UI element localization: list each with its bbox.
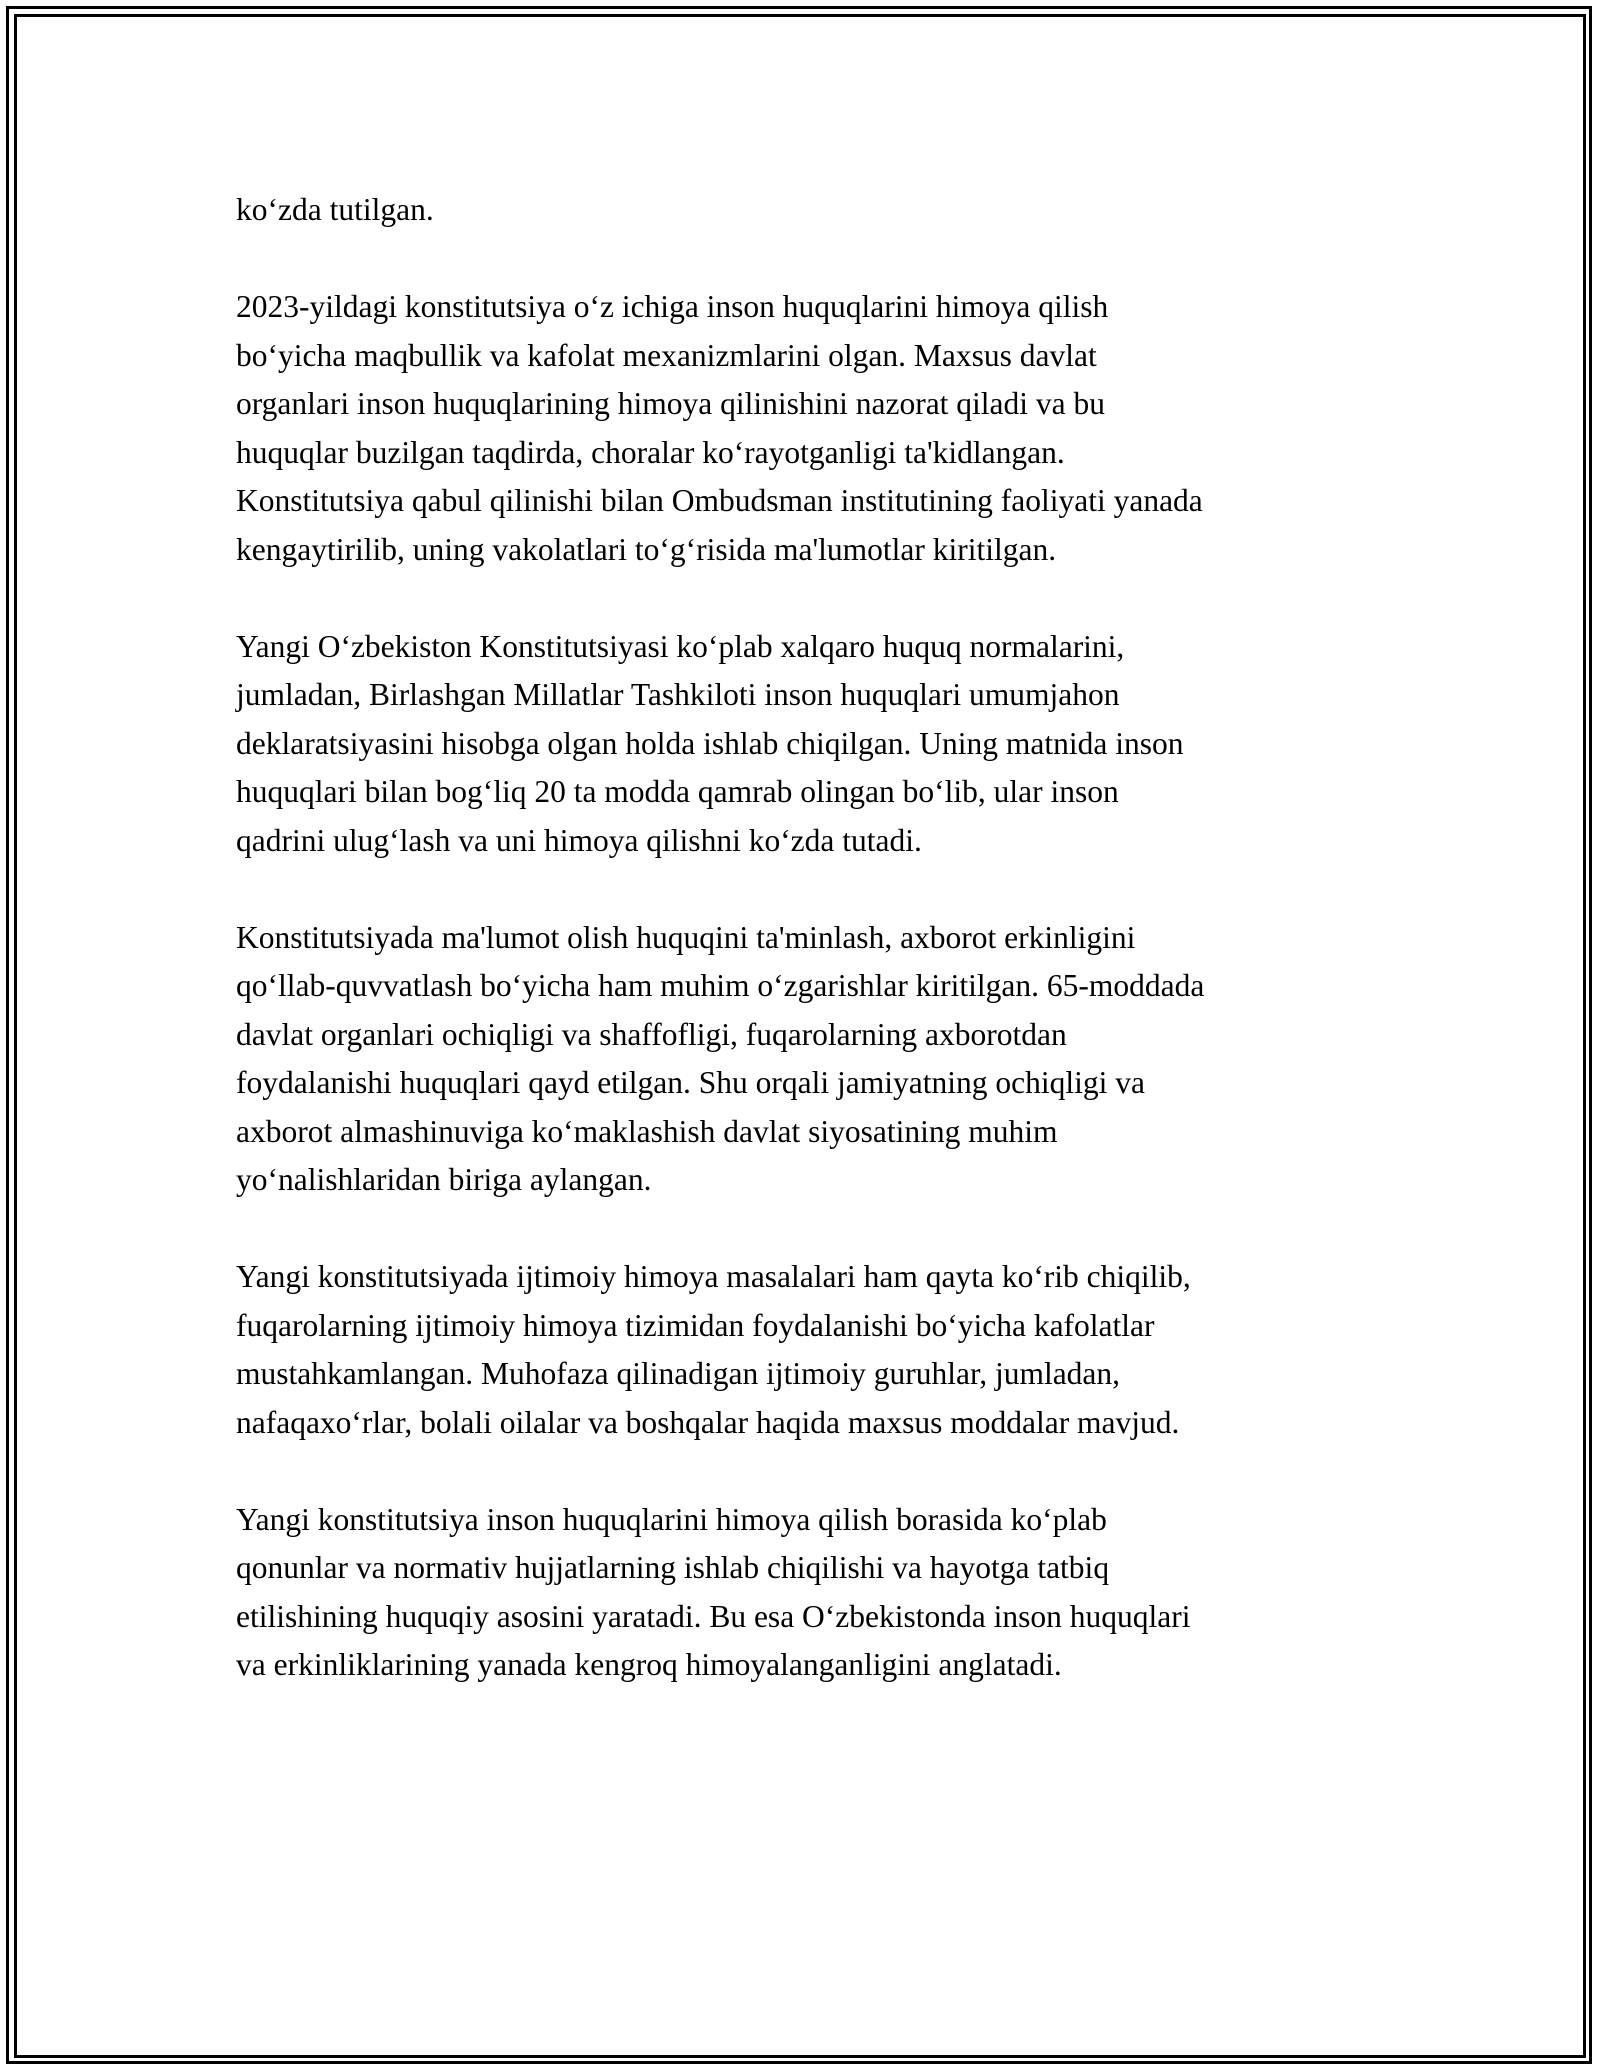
text-line: 2023-yildagi konstitutsiya oʻz ichiga inson huquqlarini himoya qilish bbox=[236, 289, 1109, 324]
text-line: Yangi konstitutsiya inson huquqlarini himoya qilish borasida koʻplab bbox=[236, 1501, 1107, 1537]
text-line: deklaratsiyasini hisobga olgan holda ishlab chiqilgan. Uning matnida inson bbox=[236, 725, 1184, 761]
paragraph-5 bbox=[236, 1253, 1376, 1447]
paragraph-1 bbox=[236, 186, 1376, 235]
text-line: mustahkamlangan. Muhofaza qilinadigan ijtimoiy guruhlar, jumladan, bbox=[236, 1356, 1121, 1391]
text-line: foydalanishi huquqlari qayd etilgan. Shu orqali jamiyatning ochiqligi va bbox=[236, 1065, 1145, 1100]
text-line: fuqarolarning ijtimoiy himoya tizimidan foydalanishi boʻyicha kafolatlar bbox=[236, 1307, 1155, 1343]
text-line: qonunlar va normativ hujjatlarning ishlab chiqilishi va hayotga tatbiq bbox=[236, 1550, 1110, 1585]
text-line: axborot almashinuviga koʻmaklashish davlat siyosatining muhim bbox=[236, 1113, 1058, 1149]
text-line: jumladan, Birlashgan Millatlar Tashkiloti inson huquqlari umumjahon bbox=[236, 677, 1120, 712]
text-line: kengaytirilib, uning vakolatlari toʻgʻrisida ma'lumotlar kiritilgan. bbox=[236, 531, 1057, 567]
text-line: qoʻllab-quvvatlash boʻyicha ham muhim oʻzgarishlar kiritilgan. 65-moddada bbox=[236, 968, 1205, 1003]
text-line: huquqlari bilan bogʻliq 20 ta modda qamrab olingan boʻlib, ular inson bbox=[236, 774, 1119, 809]
paragraph-6 bbox=[236, 1496, 1376, 1690]
text-line: Yangi konstitutsiyada ijtimoiy himoya masalalari ham qayta koʻrib chiqilib, bbox=[236, 1259, 1191, 1294]
text-line: davlat organlari ochiqligi va shaffofligi, fuqarolarning axborotdan bbox=[236, 1016, 1067, 1052]
text-line: Konstitutsiya qabul qilinishi bilan Ombudsman institutining faoliyati yanada bbox=[236, 483, 1203, 518]
paragraph-2 bbox=[236, 283, 1376, 574]
text-line: Yangi Oʻzbekiston Konstitutsiyasi koʻplab xalqaro huquq normalarini, bbox=[236, 628, 1125, 664]
text-line: yoʻnalishlaridan biriga aylangan. bbox=[236, 1162, 652, 1197]
text-line: qadrini ulugʻlash va uni himoya qilishni koʻzda tutadi. bbox=[236, 822, 922, 858]
text-line: Konstitutsiyada ma'lumot olish huquqini ta'minlash, axborot erkinligini bbox=[236, 919, 1136, 955]
text-line: nafaqaxoʻrlar, bolali oilalar va boshqalar haqida maxsus moddalar mavjud. bbox=[236, 1404, 1180, 1440]
text-line: koʻzda tutilgan. bbox=[236, 192, 434, 227]
paragraph-3 bbox=[236, 623, 1376, 866]
text-line: organlari inson huquqlarining himoya qilinishini nazorat qiladi va bu bbox=[236, 386, 1106, 421]
text-line: boʻyicha maqbullik va kafolat mexanizmlarini olgan. Maxsus davlat bbox=[236, 337, 1097, 373]
text-line: etilishining huquqiy asosini yaratadi. Bu esa Oʻzbekistonda inson huquqlari bbox=[236, 1598, 1191, 1634]
paragraph-4 bbox=[236, 914, 1376, 1205]
text-line: huquqlar buzilgan taqdirda, choralar koʻrayotganligi ta'kidlangan. bbox=[236, 434, 1065, 470]
text-line: va erkinliklarining yanada kengroq himoyalanganligini anglatadi. bbox=[236, 1647, 1062, 1682]
document-body bbox=[236, 186, 1376, 1738]
